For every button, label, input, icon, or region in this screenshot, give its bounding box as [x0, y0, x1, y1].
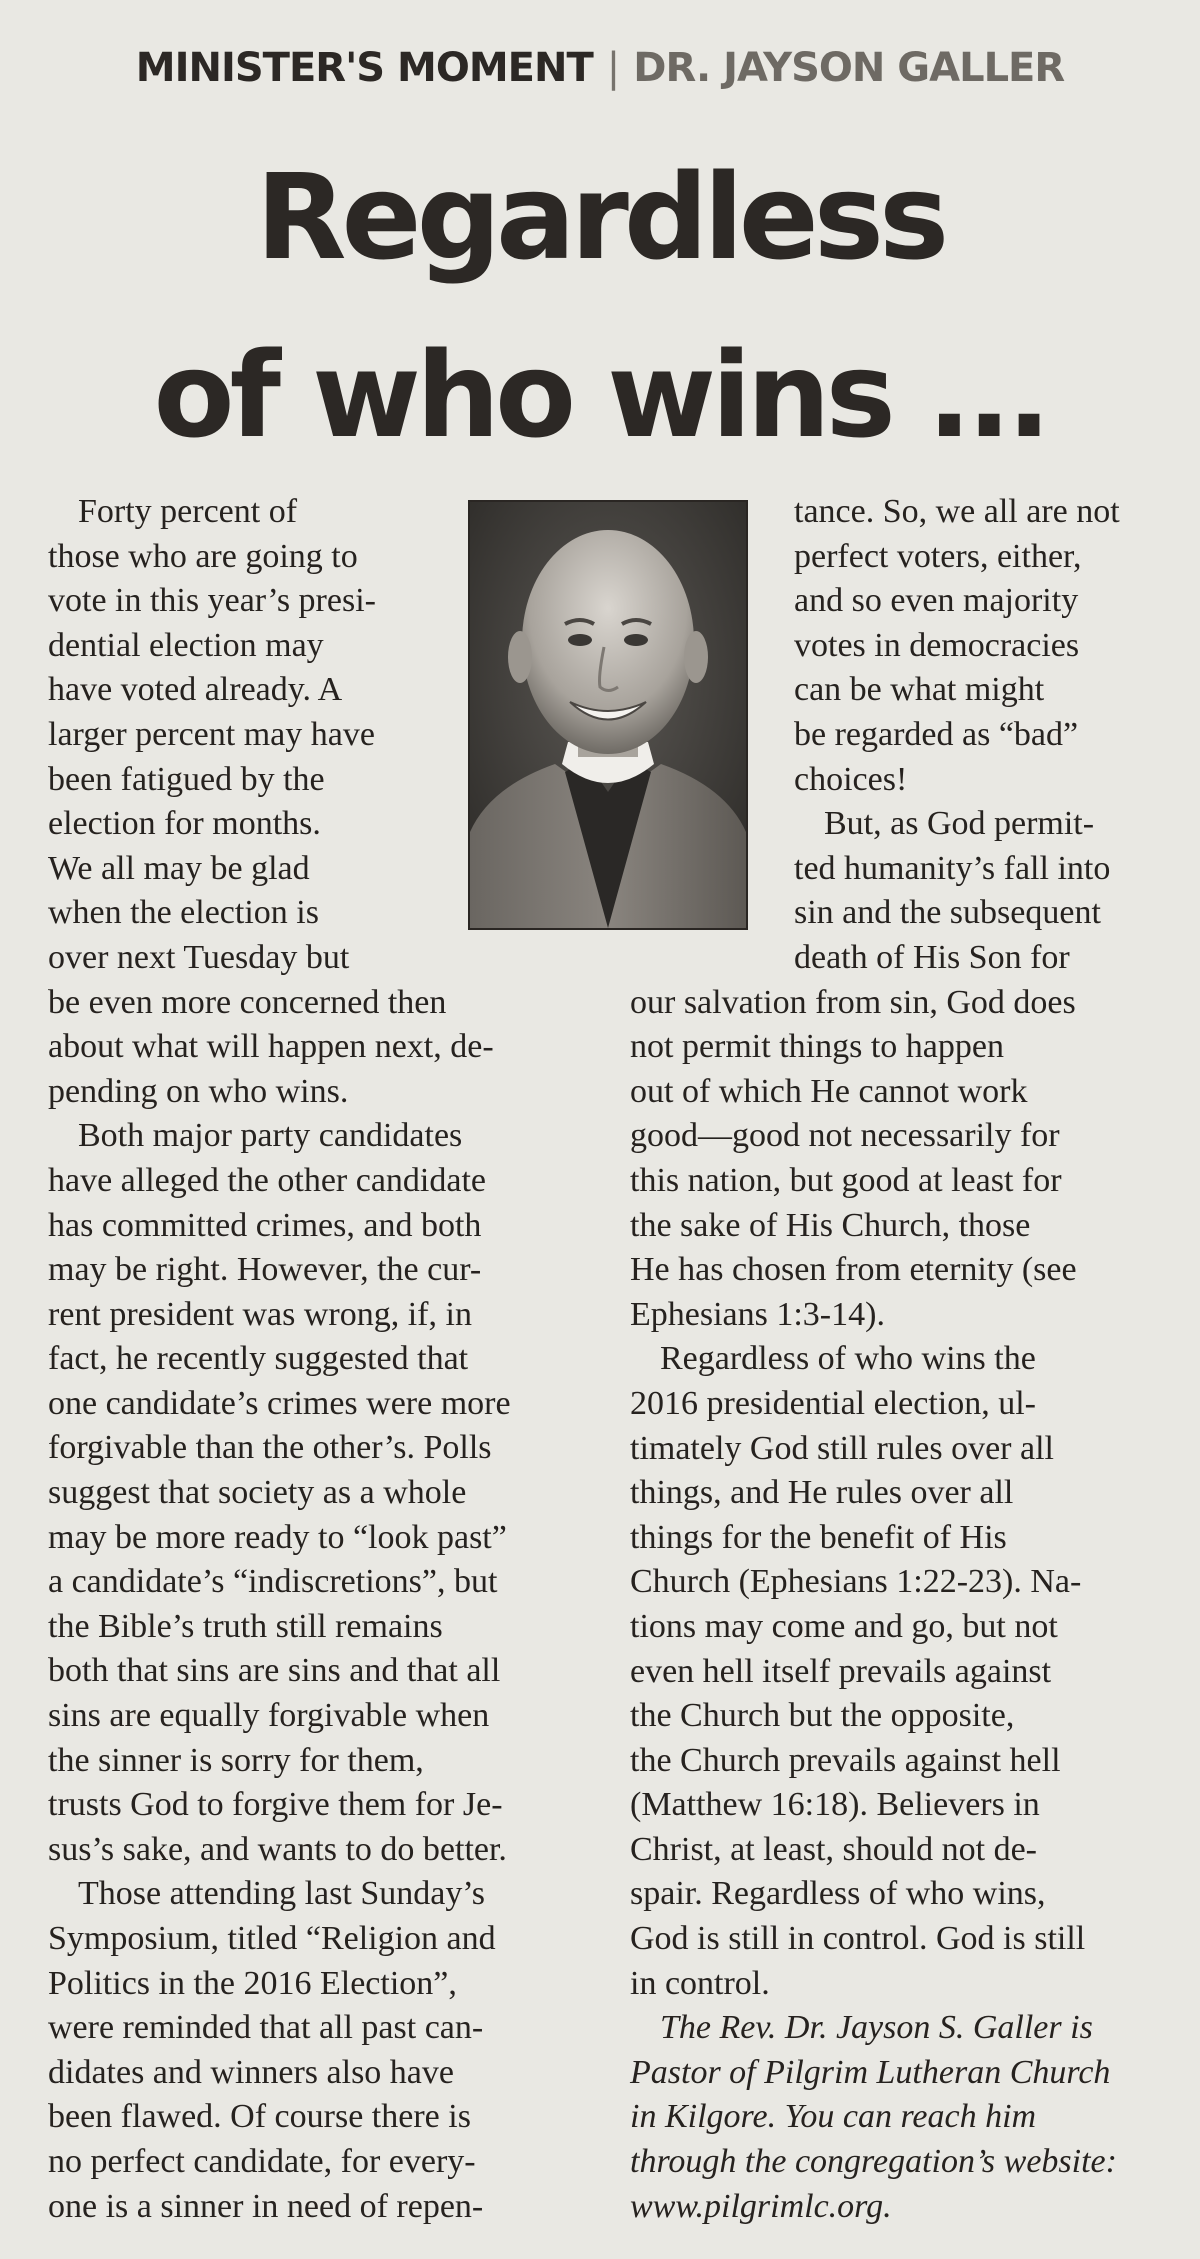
text-line: spair. Regardless of who wins, — [630, 1875, 1046, 1913]
text-line: sus’s sake, and wants to do better. — [48, 1830, 507, 1868]
text-line: tions may come and go, but not — [630, 1607, 1058, 1645]
text-line: can be what might — [794, 671, 1045, 709]
text-line: out of which He cannot work — [630, 1072, 1028, 1110]
text-line: Christ, at least, should not de- — [630, 1830, 1038, 1868]
text-line: the sinner is sorry for them, — [48, 1741, 424, 1779]
text-line: been flawed. Of course there is — [48, 2098, 471, 2136]
text-line: Church (Ephesians 1:22-23). Na- — [630, 1563, 1082, 1601]
text-line: through the congregation’s website: — [630, 2143, 1117, 2181]
text-line: has committed crimes, and both — [48, 1206, 482, 1244]
text-line: votes in democracies — [794, 626, 1080, 664]
text-line: good—good not necessarily for — [630, 1117, 1060, 1155]
text-line: 2016 presidential election, ul- — [630, 1384, 1036, 1422]
text-line: tance. So, we all are not — [794, 493, 1120, 530]
text-line: didates and winners also have — [48, 2053, 454, 2091]
text-line: things, and He rules over all — [630, 1474, 1014, 1512]
text-line: one candidate’s crimes were more — [48, 1384, 511, 1422]
text-line: Politics in the 2016 Election”, — [48, 1964, 457, 2002]
headline-line-1: Regardless — [255, 148, 945, 286]
text-line: But, as God permit- — [824, 805, 1095, 843]
text-line: the sake of His Church, those — [630, 1206, 1031, 1244]
text-line: were reminded that all past can- — [48, 2009, 484, 2047]
text-line: even hell itself prevails against — [630, 1652, 1052, 1690]
text-line: in Kilgore. You can reach him — [630, 2098, 1037, 2136]
text-line: and so even majority — [794, 582, 1079, 620]
text-line: those who are going to — [48, 537, 358, 575]
text-line: Those attending last Sunday’s — [78, 1875, 486, 1913]
section-kicker — [0, 40, 1200, 96]
text-line: have alleged the other candidate — [48, 1161, 486, 1199]
paragraph-5 — [630, 1337, 1117, 2006]
text-line: trusts God to forgive them for Je- — [48, 1786, 503, 1824]
text-line: Both major party candidates — [78, 1117, 463, 1155]
text-line: over next Tuesday but — [48, 938, 350, 976]
paragraph-4 — [630, 981, 1117, 1338]
text-line: be regarded as “bad” — [794, 715, 1079, 753]
text-line: rent president was wrong, if, in — [48, 1295, 472, 1333]
text-line: sins are equally forgivable when — [48, 1697, 490, 1735]
website-link-text: www.pilgrimlc.org. — [630, 2187, 892, 2225]
text-line: one is a sinner in need of repen- — [48, 2187, 484, 2225]
text-line: Forty percent of — [78, 493, 298, 530]
text-line: Pastor of Pilgrim Lutheran Church — [630, 2053, 1111, 2091]
text-line: suggest that society as a whole — [48, 1474, 467, 1512]
text-line: no perfect candidate, for every- — [48, 2142, 476, 2180]
text-line: have voted already. A — [48, 671, 343, 709]
text-line: timately God still rules over all — [630, 1429, 1054, 1467]
text-line: pending on who wins. — [48, 1072, 349, 1110]
kicker-separator: | — [606, 45, 620, 91]
text-line: choices! — [794, 760, 908, 798]
text-line: Regardless of who wins the — [660, 1340, 1036, 1378]
text-line: when the election is — [48, 894, 319, 932]
text-line: He has chosen from eternity (see — [630, 1251, 1077, 1289]
author-bio — [630, 2006, 1117, 2229]
text-line: forgivable than the other’s. Polls — [48, 1429, 492, 1467]
text-line: Symposium, titled “Religion and — [48, 1920, 496, 1957]
text-line: the Church but the opposite, — [630, 1697, 1015, 1735]
text-line: the Church prevails against hell — [630, 1741, 1061, 1779]
paragraph-1 — [48, 490, 511, 1114]
column-right — [630, 981, 1117, 2230]
text-line: larger percent may have — [48, 715, 375, 753]
headline-line-2: of who wins ... — [153, 326, 1047, 464]
text-line: Ephesians 1:3-14). — [630, 1295, 885, 1333]
text-line: We all may be glad — [48, 849, 310, 887]
text-line: The Rev. Dr. Jayson S. Galler is — [660, 2009, 1093, 2047]
text-line: perfect voters, either, — [794, 537, 1082, 575]
text-line: death of His Son for — [794, 938, 1070, 976]
paragraph-3 — [48, 1872, 511, 2229]
author-name: DR. JAYSON GALLER — [633, 45, 1065, 91]
headline — [0, 128, 1200, 484]
text-line: not permit things to happen — [630, 1028, 1004, 1066]
text-line: the Bible’s truth still remains — [48, 1607, 443, 1645]
section-name: MINISTER'S MOMENT — [135, 45, 593, 91]
text-line: election for months. — [48, 805, 321, 843]
text-line: fact, he recently suggested that — [48, 1340, 469, 1378]
text-line: a candidate’s “indiscretions”, but — [48, 1563, 498, 1601]
text-line: things for the benefit of His — [630, 1518, 1007, 1556]
text-line: both that sins are sins and that all — [48, 1652, 501, 1690]
text-line: may be right. However, the cur- — [48, 1251, 482, 1289]
text-line: vote in this year’s presi- — [48, 582, 376, 620]
text-line: may be more ready to “look past” — [48, 1518, 507, 1556]
paragraph-2 — [48, 1114, 511, 1872]
text-line: (Matthew 16:18). Believers in — [630, 1786, 1040, 1824]
text-line: in control. — [630, 1964, 770, 2002]
text-line: been fatigued by the — [48, 760, 325, 798]
column-right-top — [794, 490, 1120, 981]
text-line: sin and the subsequent — [794, 894, 1101, 932]
text-line: our salvation from sin, God does — [630, 983, 1076, 1021]
text-line: ted humanity’s fall into — [794, 849, 1111, 887]
text-line: be even more concerned then — [48, 983, 447, 1021]
text-line: about what will happen next, de- — [48, 1028, 494, 1066]
text-line: dential election may — [48, 626, 324, 664]
text-line: this nation, but good at least for — [630, 1161, 1062, 1199]
text-line: God is still in control. God is still — [630, 1920, 1086, 1958]
column-left — [48, 490, 511, 2229]
